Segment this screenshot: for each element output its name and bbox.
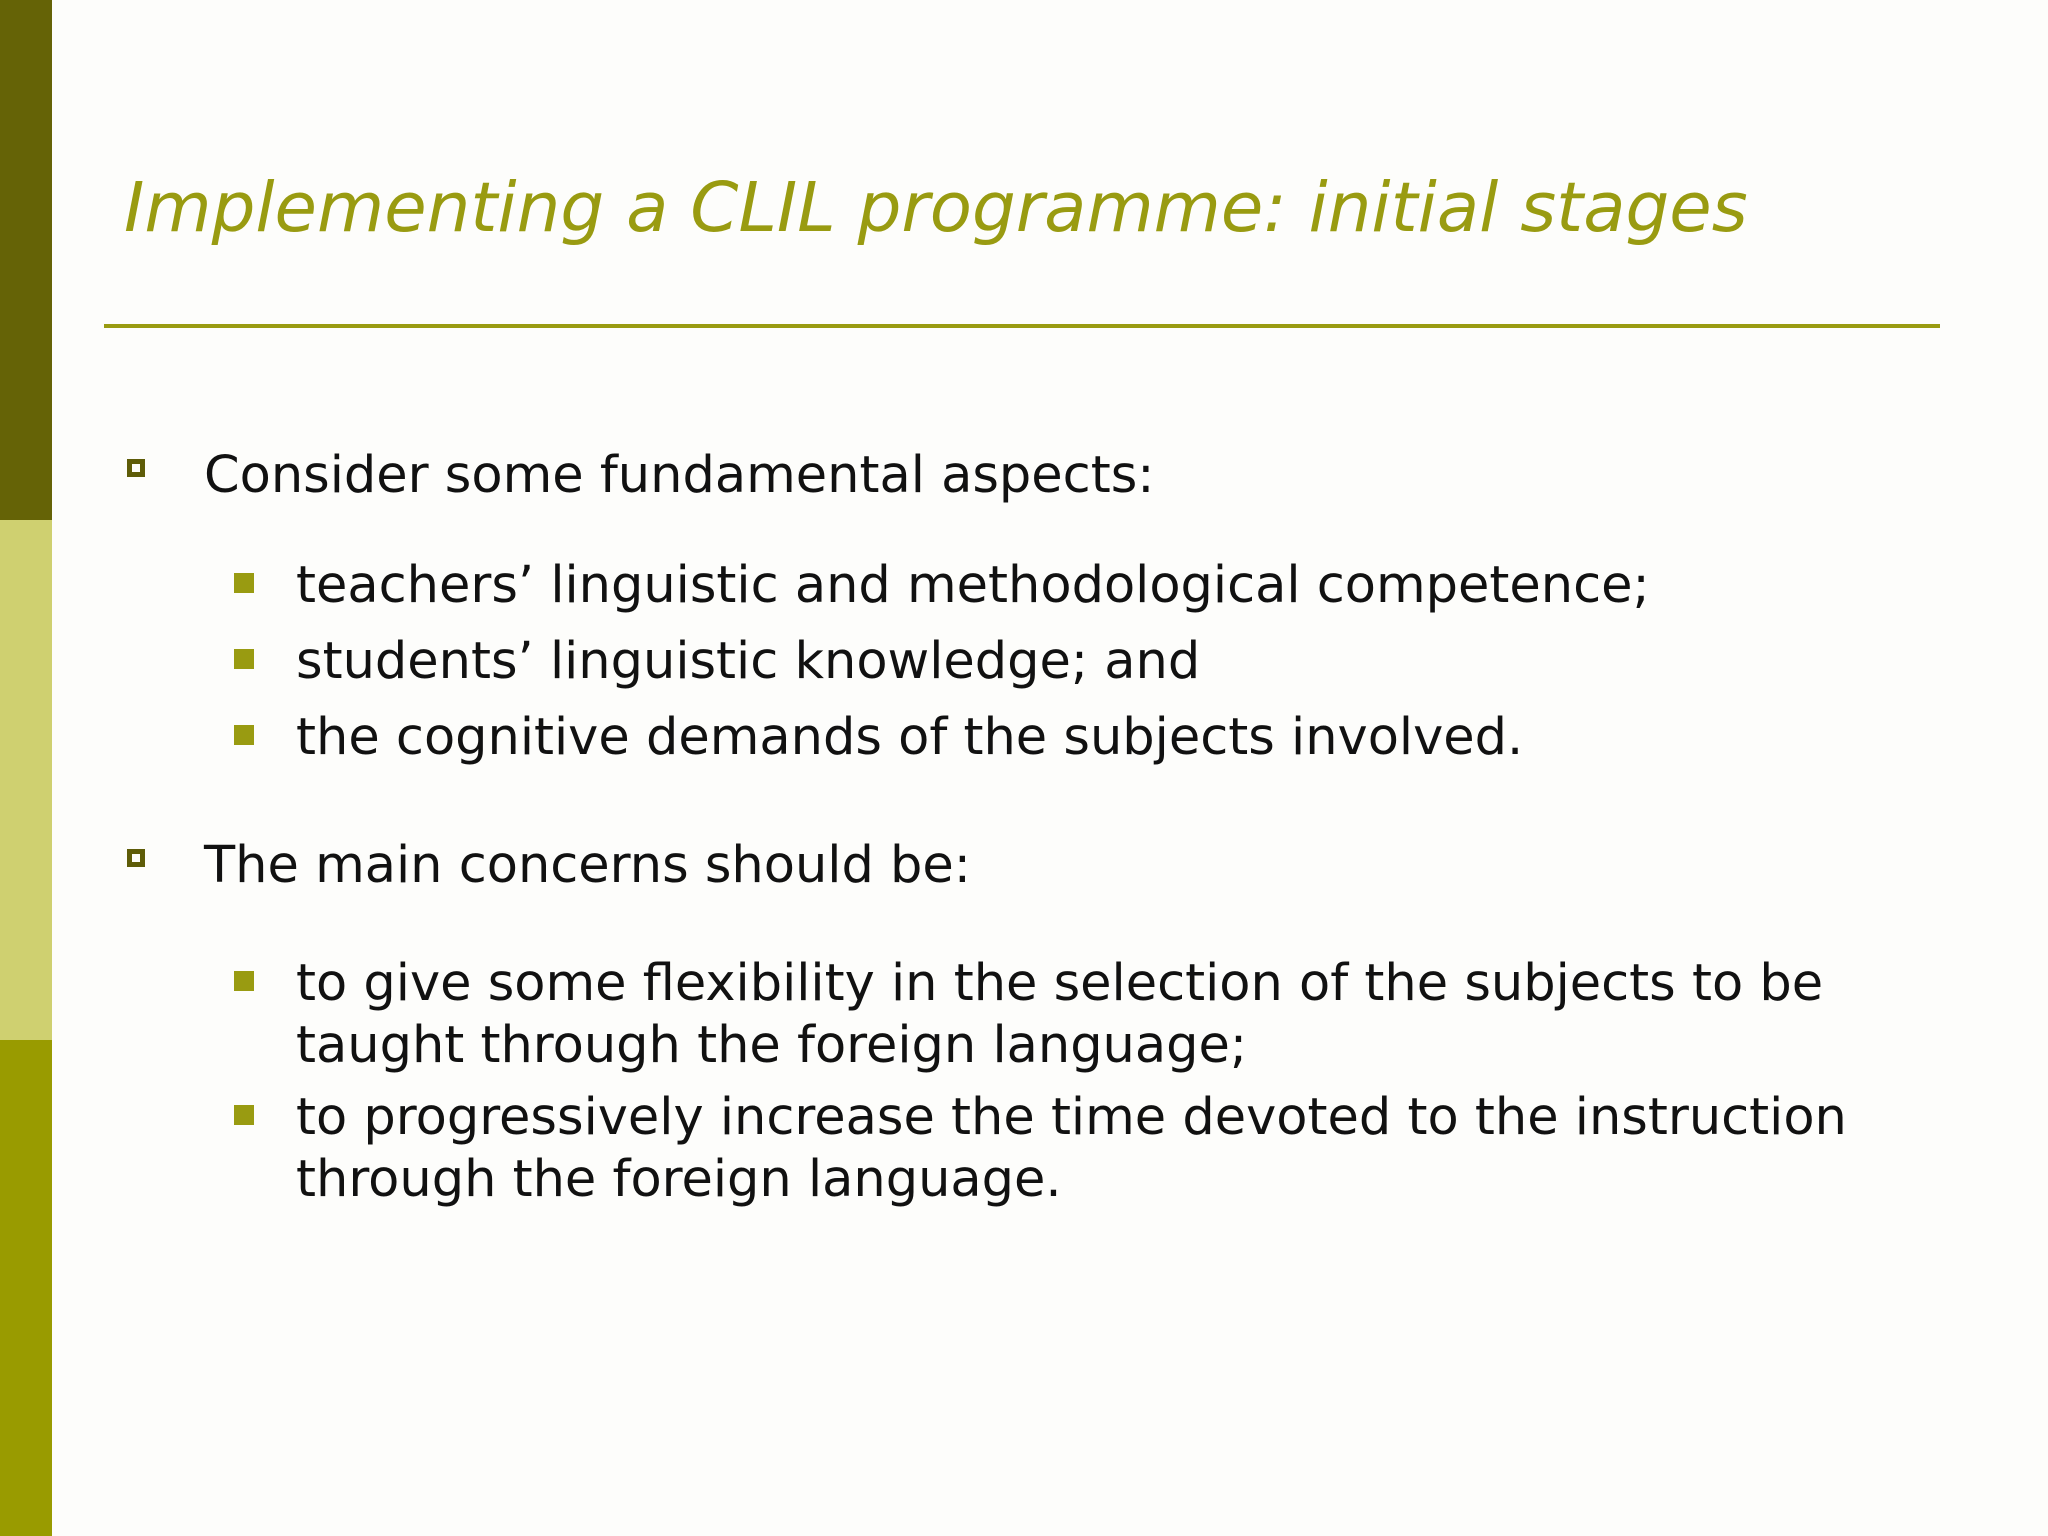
left-stripe-dark [0, 0, 52, 520]
section-heading-text: Consider some fundamental aspects: [204, 446, 1155, 505]
square-bullet-icon [234, 725, 254, 745]
list-item-text: the cognitive demands of the subjects involved. [296, 708, 1524, 767]
section-main-concerns [124, 835, 1924, 1211]
list-item-text: to progressively increase the time devoted to the instruction through the foreign language. [296, 1088, 1847, 1209]
title-divider [104, 324, 1940, 328]
section-fundamental-aspects [124, 445, 1924, 769]
hollow-square-bullet-icon [127, 849, 145, 867]
section-heading [124, 835, 1924, 897]
sub-bullet-list [232, 555, 1924, 769]
section-heading [124, 445, 1924, 507]
square-bullet-icon [234, 1105, 254, 1125]
sub-bullet-list [232, 953, 1924, 1211]
square-bullet-icon [234, 573, 254, 593]
list-item [232, 953, 1924, 1077]
list-item [232, 631, 1924, 693]
slide-body [124, 445, 1924, 1221]
hollow-square-bullet-icon [127, 459, 145, 477]
square-bullet-icon [234, 971, 254, 991]
slide-title: Implementing a CLIL programme: initial stages [124, 168, 1748, 248]
list-item-text: students’ linguistic knowledge; and [296, 632, 1201, 691]
list-item [232, 707, 1924, 769]
square-bullet-icon [234, 649, 254, 669]
list-item-text: teachers’ linguistic and methodological competence; [296, 556, 1650, 615]
list-item-text: to give some flexibility in the selection of the subjects to be taught through the foreign language; [296, 954, 1824, 1075]
left-stripe-olive [0, 1040, 52, 1536]
list-item [232, 555, 1924, 617]
list-item [232, 1087, 1924, 1211]
left-stripe-light [0, 520, 52, 1040]
section-heading-text: The main concerns should be: [204, 836, 971, 895]
